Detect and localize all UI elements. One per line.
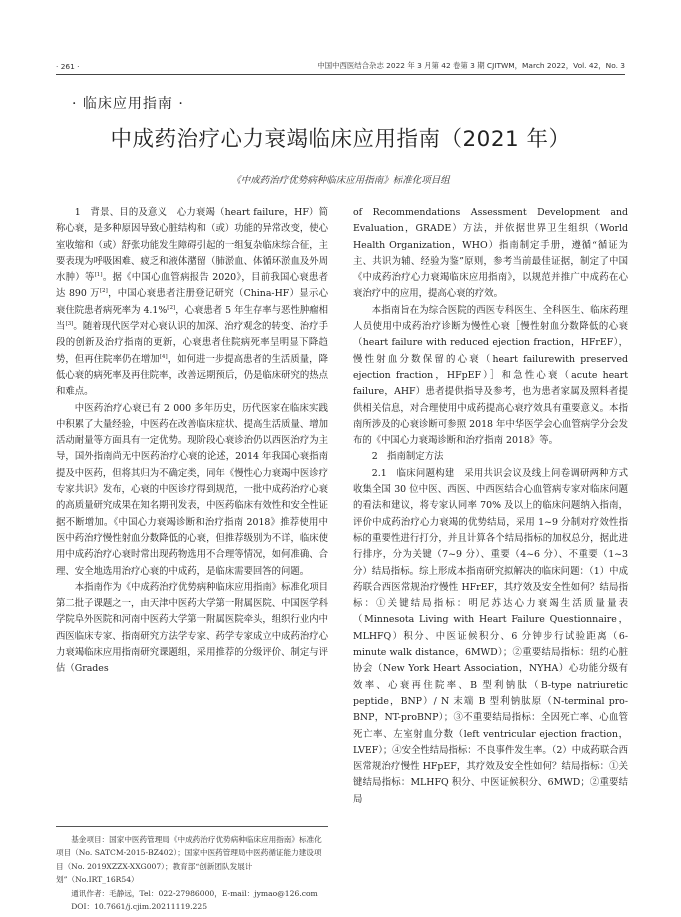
paragraph-clinical-questions: 2.1 临床问题构建 采用共识会议及线上问卷调研两种方式收集全国 30 位中医、西医、中西医结合心血管病专家对临床问题的看法和建议，将专家认同率 70% 及以上的临床问题纳入指南，评价中成药治疗心力衰竭的优势结局，采用 1~9 分制对疗效性指标的重要性进行打分，并且计算各个结局指标的加权总分，据此进行排序，分为关键（7~9 分）、重要（4~6 分）、不重要（1~3 分）结局指标。综上形成本指南研究拟解决的临床问题：（1）中成药联合西医常规治疗慢性 HFrEF，其疗效及安全性如何？结局指标：①关键结局指标：明尼苏达心力衰竭生活质量量表（Minnesota Living with Heart Failure Questionnaire，MLHFQ）积分、中医证候积分、6 分钟步行试验距离（6-minute walk distance，6MWD）；②重要结局指标：纽约心脏协会（New York Heart Association，NYHA）心功能分级有效率、心衰再住院率、B 型利钠肽（B-type natriuretic peptide，BNP）/ N 末端 B 型利钠肽原（N-terminal pro-BNP，NT-proBNP）；③不重要结局指标：全因死亡率、心血管死亡率、左室射血分数（left ventricular ejection fraction，LVEF）；④安全性结局指标：不良事件发生率。（2）中成药联合西医常规治疗慢性 HFpEF，其疗效及安全性如何？结局指标：①关键结局指标：MLHFQ 积分、中医证候积分、6MWD；②重要结局 xyxy=(353,467,628,805)
right-column xyxy=(353,205,628,808)
paragraph-grade-method: of Recommendations Assessment Development and Evaluation，GRADE）方法，并依据世界卫生组织（World Health Organization，WHO）指南制定手册，遵循“循证为主、共识为辅、经验为鉴”原则，参考当前最佳证据，制定了中国《中成药治疗心力衰竭临床应用指南》，以规范并推广中成药在心衰治疗中的应用，提高心衰的疗效。 xyxy=(353,207,628,300)
footnote-fund: 基金项目：国家中医药管理局《中成药治疗优势病种临床应用指南》标准化项目（No. SATCM-2015-BZ402）；国家中医药管理局中医药循证能力建设项目（No. 2019XZZX-XXG007）；教育部“创新团队发展计划”（No.IRT_16R54） xyxy=(56,835,322,885)
footnote xyxy=(56,826,328,913)
left-column xyxy=(56,205,328,678)
paragraph-tcm-history: 中医药治疗心衰已有 2 000 多年历史，历代医家在临床实践中积累了大量经验，中医药在改善临床症状、提高生活质量、增加活动耐量等方面具有一定优势。现阶段心衰诊治仍以西医治疗为主导，国外指南尚无中医药治疗心衰的论述，2014 年我国心衰指南提及中医药，但将其归为不确定类，同年《慢性心力衰竭中医诊疗专家共识》发布，心衰的中医诊疗得到规范，一批中成药治疗心衰的高质量研究成果在知名期刊发表，中医药临床有效性和安全性证据不断增加。《中国心力衰竭诊断和治疗指南 2018》推荐使用中医中药治疗慢性射血分数降低的心衰，但推荐级别为不详，临床使用中成药治疗心衰时常出现药物选用不合理等情况，如何准确、合理、安全地选用治疗心衰的中成药，是临床需要回答的问题。 xyxy=(56,402,328,577)
author-group: 《中成药治疗优势病种临床应用指南》标准化项目组 xyxy=(231,175,450,186)
running-head xyxy=(56,60,625,75)
paragraph-background: 1 背景、目的及意义 心力衰竭（heart failure，HF）简称心衰，是多种原因导致心脏结构和（或）功能的异常改变，使心室收缩和（或）舒张功能发生障碍引起的一组复杂临床综合征，主要表现为呼吸困难、疲乏和液体潴留（肺淤血、体循环淤血及外周水肿）等[1]。据《中国心血管病报告 2020》，目前我国心衰患者达 890 万[2]，中国心衰患者注册登记研究（China-HF）显示心衰住院患者病死率为 4.1%[2]，心衰患者 5 年生存率与恶性肿瘤相当[3]。随着现代医学对心衰认识的加深、治疗观念的转变、治疗手段的创新及治疗指南的更新，心衰患者住院病死率呈明显下降趋势，但再住院率仍在增加[4]，如何进一步提高患者的生活质量，降低心衰的病死率及再住院率，改善远期预后，仍是临床研究的热点和难点。 xyxy=(56,207,328,398)
journal-info: 中国中西医结合杂志 2022 年 3 月第 42 卷第 3 期 CJITWM，March 2022，Vol. 42，No. 3 xyxy=(317,61,625,70)
paragraph-guideline-origin: 本指南作为《中成药治疗优势病种临床应用指南》标准化项目第二批子课题之一，由天津中医药大学第一附属医院、中国医学科学院阜外医院和河南中医药大学第一附属医院牵头，组织行业内中西医临床专家、指南研究方法学专家、药学专家成立中成药治疗心力衰竭临床应用指南研究课题组，采用推荐的分级评价、制定与评估（Grades xyxy=(56,581,328,675)
article-title: 中成药治疗心力衰竭临床应用指南（2021 年） xyxy=(110,127,571,152)
heading-methods: 2 指南制定方法 xyxy=(371,451,444,463)
footnote-doi: DOI：10.7661/j.cjim.20211119.225 xyxy=(71,902,208,912)
footnote-contact: 通讯作者：毛静远，Tel：022-27986000，E-mail：jymao@126.com xyxy=(71,888,318,898)
paragraph-scope: 本指南旨在为综合医院的西医专科医生、全科医生、临床药理人员使用中成药治疗诊断为慢性心衰［慢性射血分数降低的心衰（heart failure with reduced ejection fraction，HFrEF），慢性射血分数保留的心衰（heart failurewith preserved ejection fraction，HFpEF）］和急性心衰（acute heart failure，AHF）患者提供指导及参考，也为患者家属及照料者提供相关信息，对合理使用中成药提高心衰疗效具有重要意义。本指南所涉及的心衰诊断可参照 2018 年中华医学会心血管病学分会发布的《中国心力衰竭诊断和治疗指南 2018》等。 xyxy=(353,304,628,447)
section-label: · 临床应用指南 · xyxy=(72,96,184,112)
page-number: · 261 · xyxy=(56,62,80,71)
